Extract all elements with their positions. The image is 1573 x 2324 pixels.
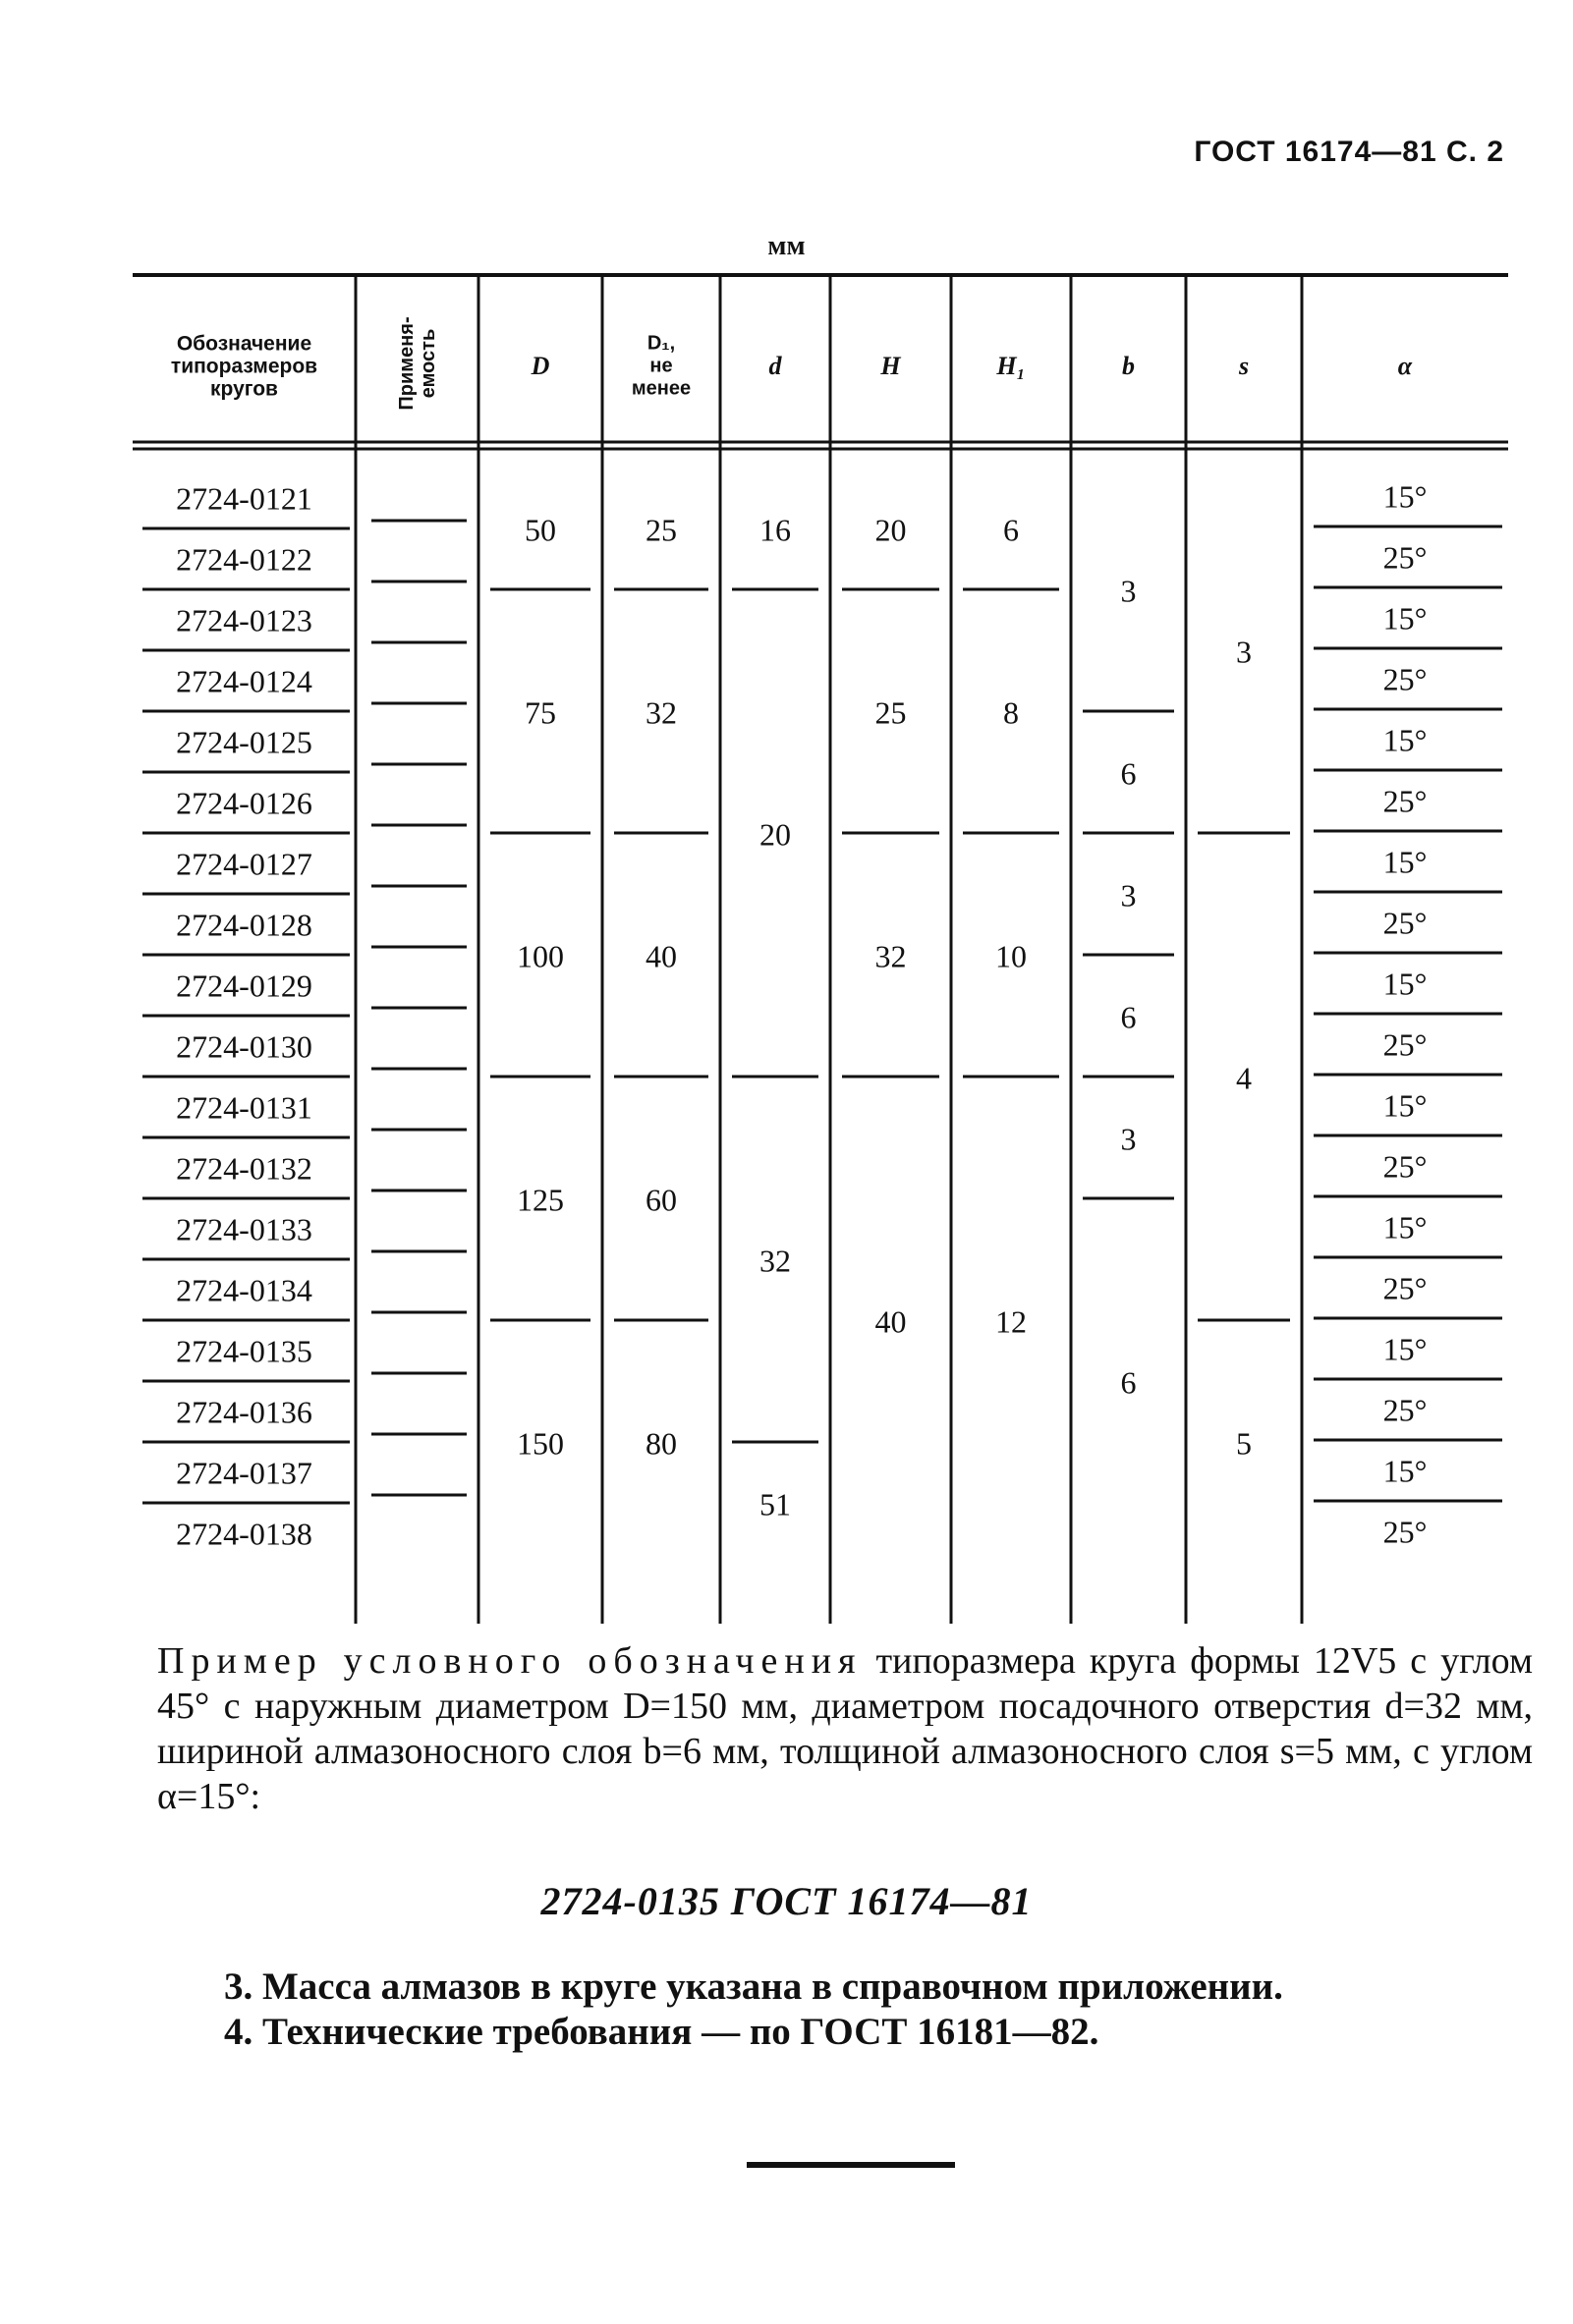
- cell-b: 3: [1120, 1121, 1137, 1157]
- cell-H1: 8: [1003, 694, 1019, 731]
- cell-D1: 25: [646, 512, 677, 548]
- row-designation: 2724-0136: [176, 1394, 312, 1430]
- cell-H: 40: [874, 1303, 907, 1340]
- cell-alpha: 25°: [1382, 1026, 1428, 1063]
- row-designation: 2724-0135: [176, 1333, 312, 1369]
- cell-D1: 32: [646, 694, 677, 731]
- cell-D: 50: [525, 512, 556, 548]
- row-designation: 2724-0127: [176, 846, 312, 882]
- cell-d: 20: [759, 816, 791, 853]
- cell-b: 6: [1120, 1364, 1137, 1401]
- row-designation: 2724-0121: [176, 480, 312, 517]
- cell-d: 16: [759, 512, 791, 548]
- cell-D1: 40: [646, 938, 677, 974]
- cell-b: 3: [1120, 573, 1137, 609]
- dimensions-table: [133, 273, 1508, 1624]
- cell-alpha: 15°: [1382, 1453, 1428, 1489]
- cell-alpha: 25°: [1382, 1148, 1428, 1185]
- example-text: типоразмера круга формы 12V5 с углом 45° с наружным диаметром D=150 мм, диаметром посадочного отверстия d=32 мм, шириной алмазоносного слоя b=6 мм, толщиной алмазоносного слоя s=5 мм, с углом α=15°:: [157, 1640, 1534, 1817]
- cell-alpha: 25°: [1382, 1392, 1428, 1428]
- row-designation: 2724-0130: [176, 1028, 312, 1065]
- example-paragraph: [157, 1638, 1533, 1819]
- cell-alpha: 15°: [1382, 1331, 1428, 1367]
- cell-alpha: 15°: [1382, 600, 1428, 636]
- cell-H1: 12: [995, 1303, 1027, 1340]
- cell-alpha: 15°: [1382, 844, 1428, 880]
- page-header: ГОСТ 16174—81 С. 2: [1194, 136, 1504, 168]
- cell-alpha: 15°: [1382, 1087, 1428, 1124]
- row-designation: 2724-0129: [176, 968, 312, 1004]
- cell-D1: 80: [646, 1425, 677, 1462]
- row-designation: 2724-0132: [176, 1150, 312, 1187]
- cell-d: 32: [759, 1243, 791, 1279]
- cell-alpha: 15°: [1382, 478, 1428, 515]
- header-applicability: Применя- емость: [395, 316, 439, 411]
- cell-s: 4: [1236, 1060, 1252, 1096]
- row-designation: 2724-0128: [176, 907, 312, 943]
- cell-alpha: 25°: [1382, 1514, 1428, 1550]
- row-designation: 2724-0137: [176, 1455, 312, 1491]
- cell-D: 75: [525, 694, 556, 731]
- cell-alpha: 25°: [1382, 661, 1428, 697]
- header-alpha: α: [1397, 352, 1413, 380]
- cell-alpha: 15°: [1382, 966, 1428, 1002]
- table-grid: [133, 273, 1508, 1624]
- cell-b: 6: [1120, 755, 1137, 792]
- row-designation: 2724-0124: [176, 663, 312, 699]
- cell-b: 6: [1120, 999, 1137, 1035]
- row-designation: 2724-0125: [176, 724, 312, 760]
- header-H1: H₁: [996, 352, 1026, 380]
- cell-alpha: 25°: [1382, 539, 1428, 576]
- cell-d: 51: [759, 1486, 791, 1522]
- row-designation: 2724-0126: [176, 785, 312, 821]
- header-D: D: [531, 352, 550, 380]
- header-designation: Обозначение типоразмеров кругов: [170, 332, 318, 401]
- note-3: 3. Масса алмазов в круге указана в справочном приложении.: [224, 1965, 1283, 2008]
- cell-H: 25: [874, 694, 907, 731]
- row-designation: 2724-0133: [176, 1211, 312, 1247]
- header-D1: D₁, не менее: [631, 332, 692, 400]
- cell-D1: 60: [646, 1182, 677, 1218]
- cell-H: 32: [874, 938, 907, 974]
- cell-b: 3: [1120, 877, 1137, 913]
- header-d: d: [768, 352, 782, 380]
- cell-alpha: 15°: [1382, 722, 1428, 758]
- cell-H1: 6: [1003, 512, 1019, 548]
- header-s: s: [1238, 352, 1250, 380]
- note-4: 4. Технические требования — по ГОСТ 16181—82.: [224, 2011, 1099, 2053]
- units-label: мм: [767, 231, 806, 261]
- cell-H: 20: [874, 512, 907, 548]
- cell-s: 5: [1236, 1425, 1252, 1462]
- cell-s: 3: [1236, 634, 1252, 670]
- cell-H1: 10: [995, 938, 1027, 974]
- cell-alpha: 25°: [1382, 905, 1428, 941]
- cell-D: 125: [517, 1182, 564, 1218]
- cell-alpha: 15°: [1382, 1209, 1428, 1245]
- notes-list: [224, 1964, 1283, 2055]
- row-designation: 2724-0134: [176, 1272, 312, 1308]
- cell-alpha: 25°: [1382, 783, 1428, 819]
- example-designation: 2724-0135 ГОСТ 16174—81: [540, 1879, 1033, 1923]
- footer-rule: [747, 2162, 955, 2168]
- example-lead: Пример условного обозначения: [157, 1640, 863, 1682]
- row-designation: 2724-0131: [176, 1089, 312, 1126]
- row-designation: 2724-0138: [176, 1516, 312, 1552]
- header-b: b: [1122, 352, 1135, 380]
- row-designation: 2724-0122: [176, 541, 312, 578]
- cell-D: 100: [517, 938, 564, 974]
- cell-D: 150: [517, 1425, 564, 1462]
- cell-alpha: 25°: [1382, 1270, 1428, 1306]
- row-designation: 2724-0123: [176, 602, 312, 638]
- header-H: H: [880, 352, 901, 380]
